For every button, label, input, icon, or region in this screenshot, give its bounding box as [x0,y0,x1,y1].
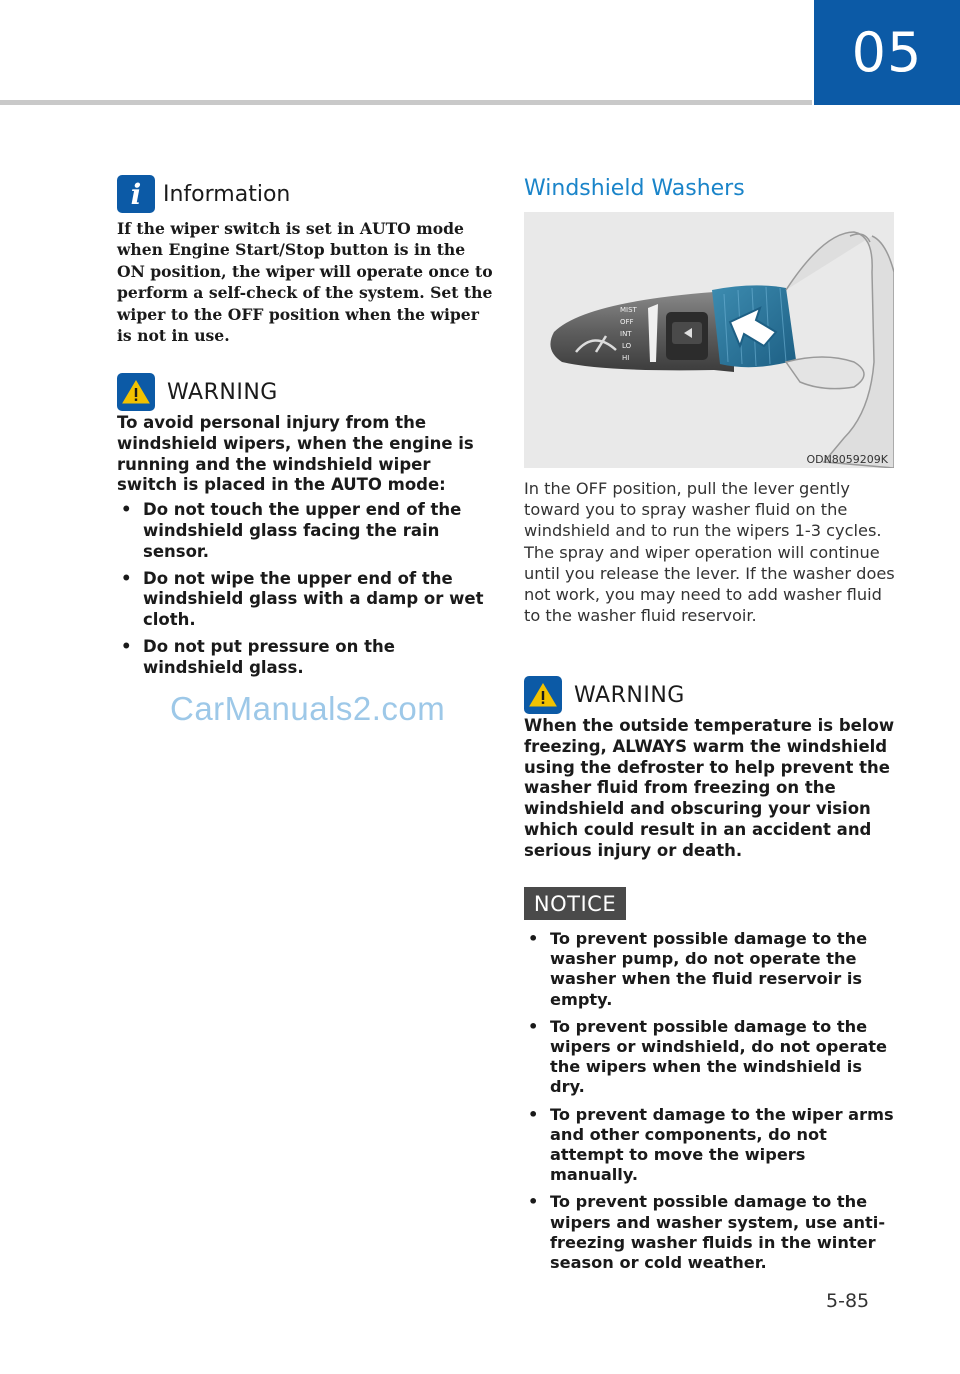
wiper-lever-illustration [524,212,894,468]
warning-body [117,413,493,685]
warning-title-2: WARNING [574,682,685,708]
warning-heading [117,373,278,411]
warning-intro: To avoid personal injury from the windshield wipers, when the engine is running and the windshield wiper switch is placed in the AUTO mode: [117,413,474,495]
chapter-tab [814,0,960,105]
warning-heading-2 [524,676,685,714]
notice-body [524,925,896,1280]
notice-list [524,929,896,1273]
watermark: CarManuals2.com [170,690,446,727]
information-title: Information [163,181,291,207]
information-heading [117,175,290,213]
lever-label-int: INT [620,330,632,338]
list-item: • To prevent possible damage to the wipers or windshield, do not operate the wipers when the windshield is dry. [524,1017,896,1098]
warning-icon [117,373,155,411]
info-icon: i [117,175,155,213]
list-item: • To prevent possible damage to the wipers and washer system, use anti-freezing washer fluids in the winter season or cold weather. [524,1192,896,1273]
lever-label-lo: LO [622,342,632,350]
list-item: • To prevent damage to the wiper arms and other components, do not attempt to move the wipers manually. [524,1105,896,1186]
lever-label-off: OFF [620,318,634,326]
information-body: If the wiper switch is set in AUTO mode when Engine Start/Stop button is in the ON position, the wiper will operate once to perform a self-check of the system. Set the wiper to the OFF position when the wiper is not in use. [117,219,493,346]
lever-label-hi: HI [622,354,630,362]
warning-list [117,500,493,678]
warning-icon [524,676,562,714]
warning-body-2: When the outside temperature is below freezing, ALWAYS warm the windshield using the defroster to help prevent the washer fluid from freezing on the windshield and obscuring your vision which could result in an accident and serious injury or death. [524,716,895,860]
section-title: Windshield Washers [524,176,745,201]
page-number: 5-85 [826,1290,870,1312]
list-item: • To prevent possible damage to the washer pump, do not operate the washer when the fluid reservoir is empty. [524,929,896,1010]
list-item: • Do not put pressure on the windshield glass. [117,637,493,679]
list-item: • Do not touch the upper end of the windshield glass facing the rain sensor. [117,500,493,562]
list-item: • Do not wipe the upper end of the windshield glass with a damp or wet cloth. [117,569,493,631]
warning-title: WARNING [167,379,278,405]
header-rule [0,100,812,105]
washer-instructions: In the OFF position, pull the lever gently toward you to spray washer fluid on the windshield and to run the wipers 1-3 cycles. The spray and wiper operation will continue until you release the lever. If the washer does not work, you may need to add washer fluid to the washer fluid reservoir. [524,479,895,626]
notice-badge: NOTICE [524,887,626,920]
chapter-number: 05 [851,21,923,84]
lever-label-mist: MIST [620,306,637,314]
image-code: ODN8059209K [806,453,888,466]
